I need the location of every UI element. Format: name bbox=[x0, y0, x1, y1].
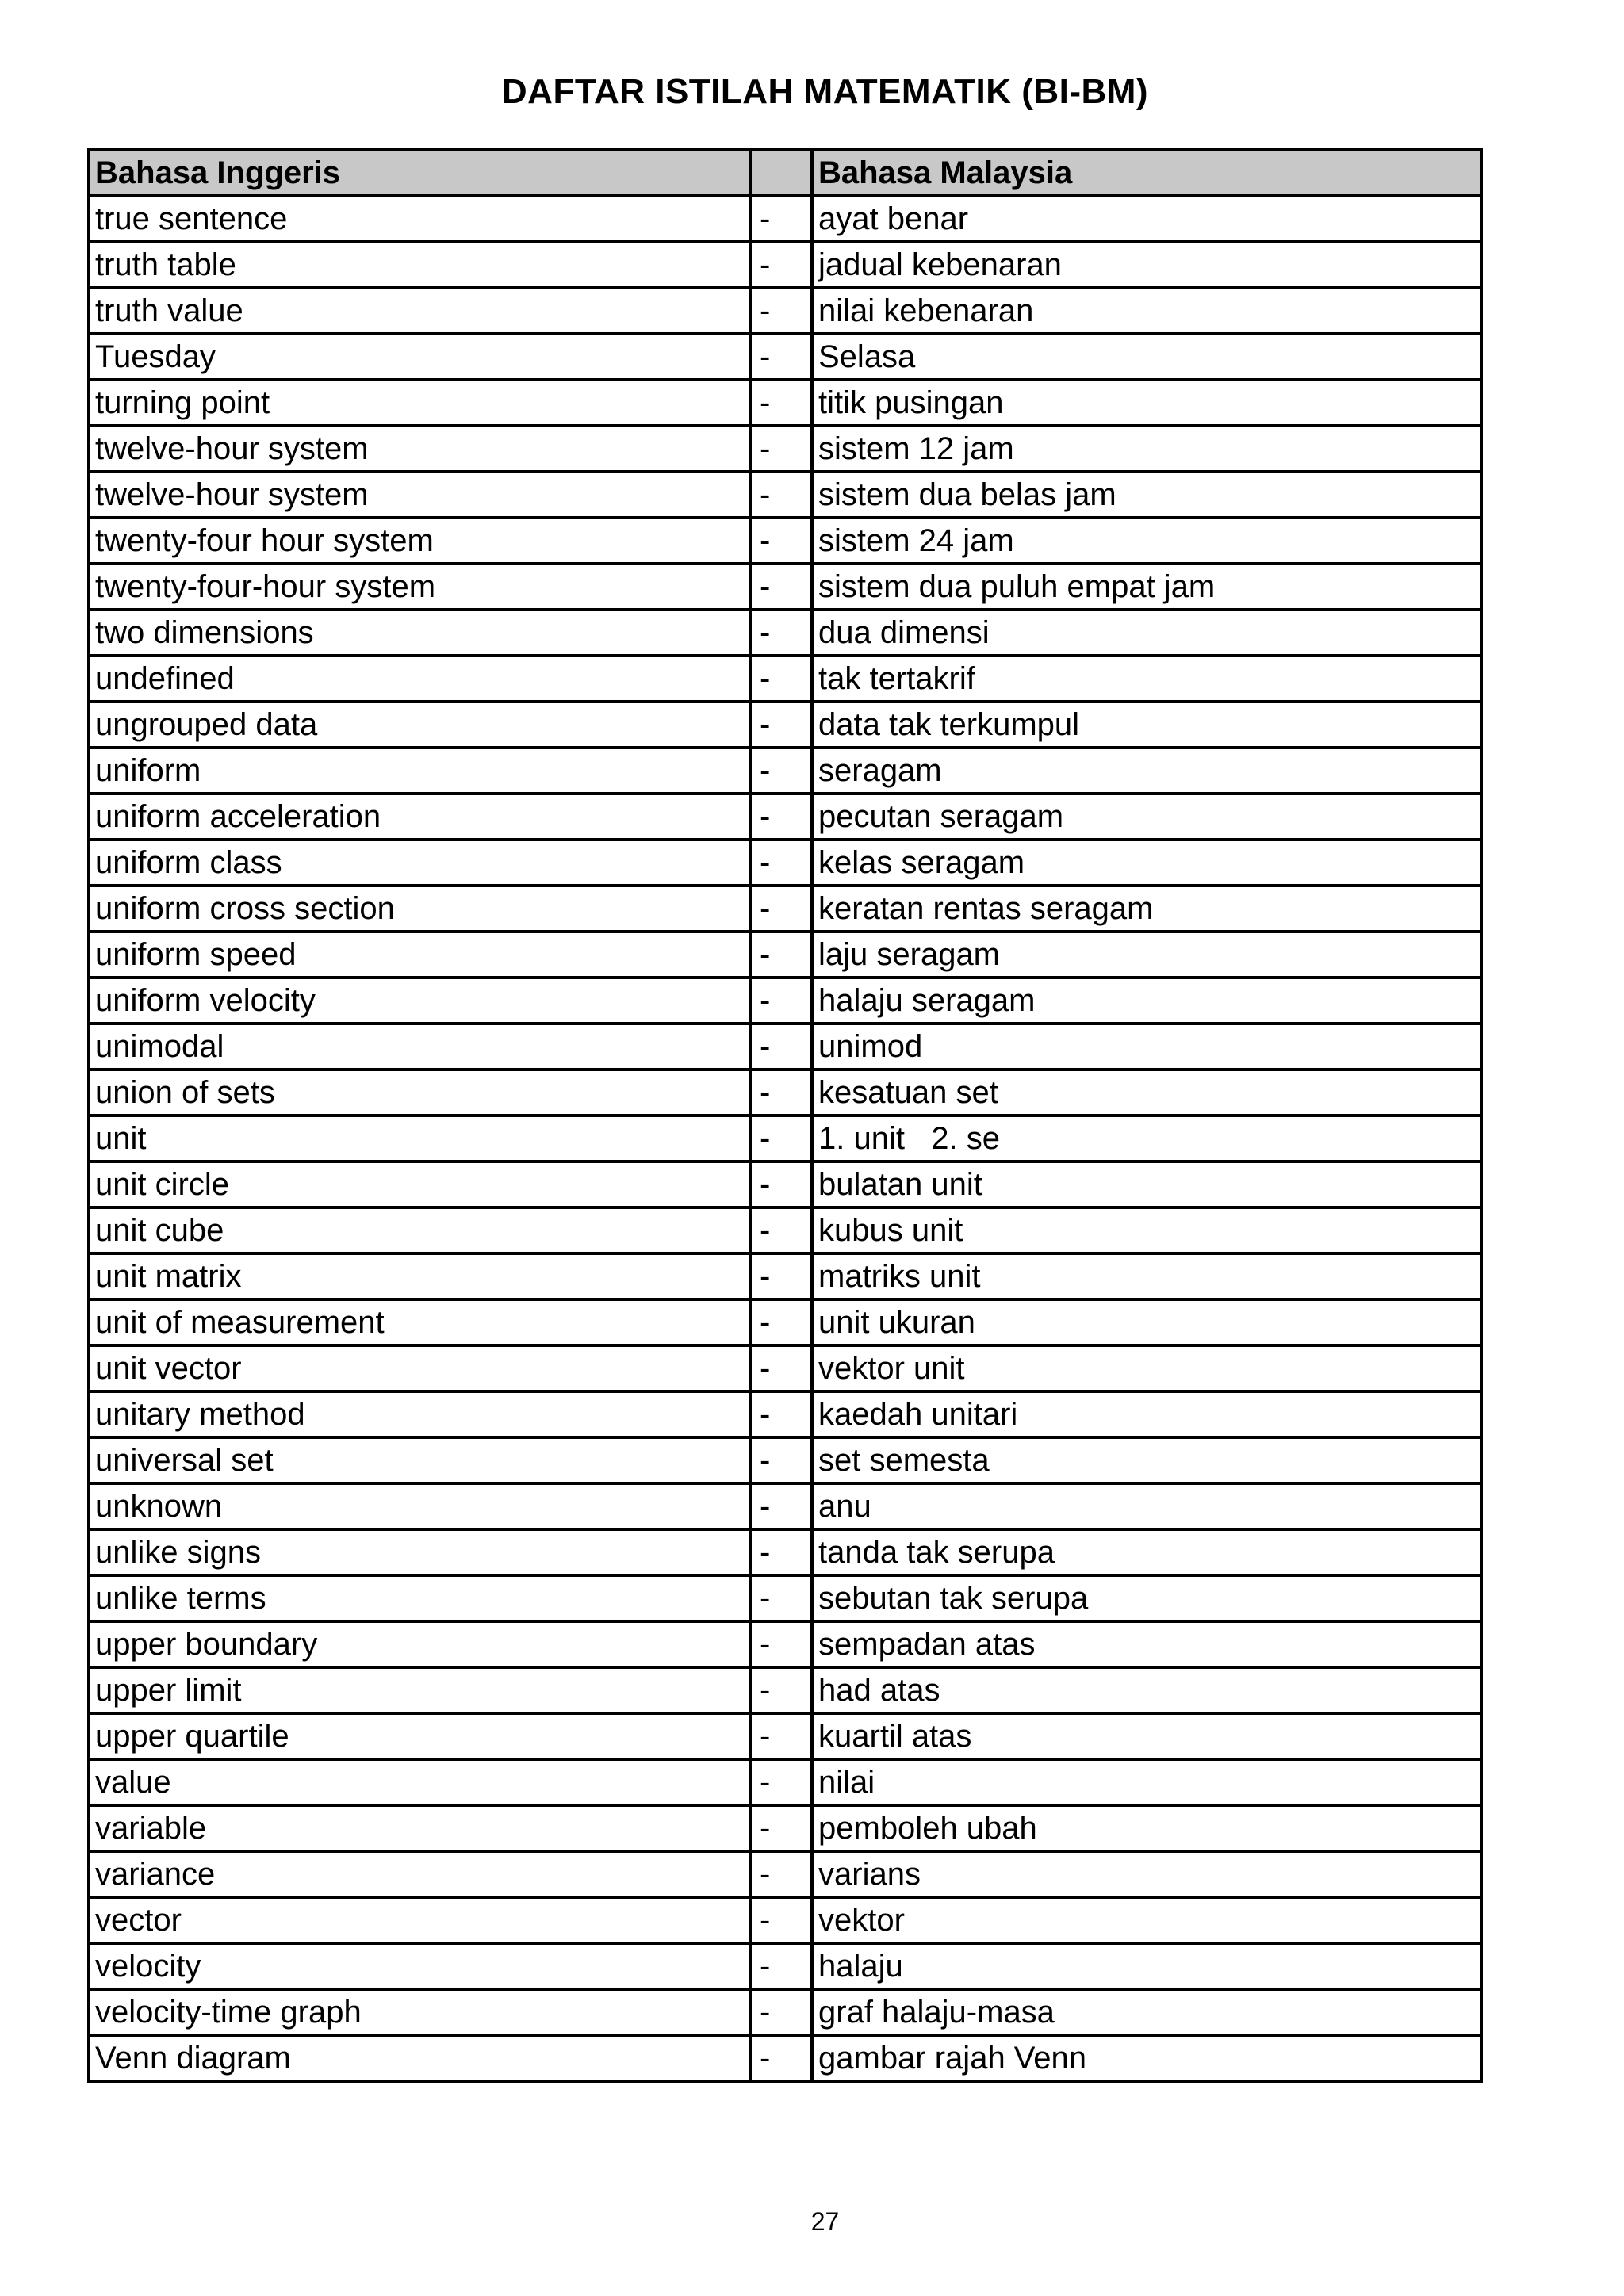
table-row bbox=[89, 472, 1481, 518]
separator-dash: - bbox=[750, 1253, 812, 1299]
separator-dash: - bbox=[750, 1483, 812, 1529]
english-term: upper limit bbox=[89, 1667, 750, 1713]
separator-dash: - bbox=[750, 242, 812, 288]
table-row bbox=[89, 1483, 1481, 1529]
separator-dash: - bbox=[750, 1070, 812, 1115]
malay-term: sistem 12 jam bbox=[812, 426, 1481, 472]
malay-term: unit ukuran bbox=[812, 1299, 1481, 1345]
separator-dash: - bbox=[750, 196, 812, 242]
separator-dash: - bbox=[750, 518, 812, 564]
header-separator bbox=[750, 150, 812, 196]
malay-term: laju seragam bbox=[812, 932, 1481, 978]
malay-term: kesatuan set bbox=[812, 1070, 1481, 1115]
separator-dash: - bbox=[750, 1759, 812, 1805]
english-term: vector bbox=[89, 1897, 750, 1943]
english-term: uniform acceleration bbox=[89, 794, 750, 840]
english-term: variable bbox=[89, 1805, 750, 1851]
table-row bbox=[89, 1575, 1481, 1621]
separator-dash: - bbox=[750, 1529, 812, 1575]
malay-term: sebutan tak serupa bbox=[812, 1575, 1481, 1621]
english-term: unimodal bbox=[89, 1024, 750, 1070]
table-row bbox=[89, 1713, 1481, 1759]
table-row bbox=[89, 1989, 1481, 2035]
table-row bbox=[89, 1529, 1481, 1575]
malay-term: data tak terkumpul bbox=[812, 702, 1481, 748]
malay-term: ayat benar bbox=[812, 196, 1481, 242]
separator-dash: - bbox=[750, 1115, 812, 1161]
english-term: universal set bbox=[89, 1437, 750, 1483]
english-term: twelve-hour system bbox=[89, 426, 750, 472]
english-term: velocity bbox=[89, 1943, 750, 1989]
table-row bbox=[89, 1070, 1481, 1115]
table-row bbox=[89, 1345, 1481, 1391]
malay-term: gambar rajah Venn bbox=[812, 2035, 1481, 2081]
malay-term: matriks unit bbox=[812, 1253, 1481, 1299]
separator-dash: - bbox=[750, 1667, 812, 1713]
table-row bbox=[89, 610, 1481, 656]
english-term: unit matrix bbox=[89, 1253, 750, 1299]
english-term: velocity-time graph bbox=[89, 1989, 750, 2035]
english-term: upper quartile bbox=[89, 1713, 750, 1759]
table-row bbox=[89, 1759, 1481, 1805]
english-term: unit circle bbox=[89, 1161, 750, 1207]
separator-dash: - bbox=[750, 656, 812, 702]
malay-term: nilai bbox=[812, 1759, 1481, 1805]
malay-term: nilai kebenaran bbox=[812, 288, 1481, 334]
english-term: unit of measurement bbox=[89, 1299, 750, 1345]
malay-term: seragam bbox=[812, 748, 1481, 794]
malay-term: pemboleh ubah bbox=[812, 1805, 1481, 1851]
malay-term: tanda tak serupa bbox=[812, 1529, 1481, 1575]
separator-dash: - bbox=[750, 840, 812, 886]
malay-term: dua dimensi bbox=[812, 610, 1481, 656]
table-row bbox=[89, 748, 1481, 794]
separator-dash: - bbox=[750, 1299, 812, 1345]
table-row bbox=[89, 1115, 1481, 1161]
separator-dash: - bbox=[750, 1391, 812, 1437]
malay-term: vektor unit bbox=[812, 1345, 1481, 1391]
glossary-table bbox=[87, 148, 1483, 2083]
english-term: value bbox=[89, 1759, 750, 1805]
malay-term: tak tertakrif bbox=[812, 656, 1481, 702]
table-row bbox=[89, 242, 1481, 288]
table-row bbox=[89, 1391, 1481, 1437]
separator-dash: - bbox=[750, 1207, 812, 1253]
table-row bbox=[89, 1621, 1481, 1667]
separator-dash: - bbox=[750, 564, 812, 610]
separator-dash: - bbox=[750, 1161, 812, 1207]
english-term: uniform class bbox=[89, 840, 750, 886]
english-term: undefined bbox=[89, 656, 750, 702]
malay-term: graf halaju-masa bbox=[812, 1989, 1481, 2035]
english-term: union of sets bbox=[89, 1070, 750, 1115]
table-row bbox=[89, 1805, 1481, 1851]
english-term: Venn diagram bbox=[89, 2035, 750, 2081]
separator-dash: - bbox=[750, 1851, 812, 1897]
separator-dash: - bbox=[750, 1437, 812, 1483]
malay-term: sistem dua belas jam bbox=[812, 472, 1481, 518]
separator-dash: - bbox=[750, 932, 812, 978]
english-term: uniform velocity bbox=[89, 978, 750, 1024]
table-row bbox=[89, 1943, 1481, 1989]
english-term: variance bbox=[89, 1851, 750, 1897]
table-row bbox=[89, 702, 1481, 748]
english-term: uniform bbox=[89, 748, 750, 794]
separator-dash: - bbox=[750, 1024, 812, 1070]
english-term: unlike terms bbox=[89, 1575, 750, 1621]
english-term: unknown bbox=[89, 1483, 750, 1529]
english-term: unit cube bbox=[89, 1207, 750, 1253]
english-term: uniform speed bbox=[89, 932, 750, 978]
separator-dash: - bbox=[750, 472, 812, 518]
english-term: unit vector bbox=[89, 1345, 750, 1391]
table-row bbox=[89, 978, 1481, 1024]
english-term: upper boundary bbox=[89, 1621, 750, 1667]
malay-term: sempadan atas bbox=[812, 1621, 1481, 1667]
malay-term: pecutan seragam bbox=[812, 794, 1481, 840]
header-english: Bahasa Inggeris bbox=[89, 150, 750, 196]
english-term: turning point bbox=[89, 380, 750, 426]
separator-dash: - bbox=[750, 1345, 812, 1391]
malay-term: vektor bbox=[812, 1897, 1481, 1943]
malay-term: anu bbox=[812, 1483, 1481, 1529]
table-row bbox=[89, 380, 1481, 426]
table-row bbox=[89, 564, 1481, 610]
table-row bbox=[89, 1161, 1481, 1207]
malay-term: titik pusingan bbox=[812, 380, 1481, 426]
separator-dash: - bbox=[750, 886, 812, 932]
malay-term: sistem dua puluh empat jam bbox=[812, 564, 1481, 610]
table-row bbox=[89, 1253, 1481, 1299]
malay-term: kuartil atas bbox=[812, 1713, 1481, 1759]
table-row bbox=[89, 932, 1481, 978]
table-row bbox=[89, 794, 1481, 840]
page-title: DAFTAR ISTILAH MATEMATIK (BI-BM) bbox=[501, 72, 1149, 111]
malay-term: varians bbox=[812, 1851, 1481, 1897]
glossary-table-body bbox=[89, 196, 1481, 2081]
malay-term: had atas bbox=[812, 1667, 1481, 1713]
separator-dash: - bbox=[750, 334, 812, 380]
malay-term: halaju seragam bbox=[812, 978, 1481, 1024]
separator-dash: - bbox=[750, 426, 812, 472]
separator-dash: - bbox=[750, 610, 812, 656]
malay-term: keratan rentas seragam bbox=[812, 886, 1481, 932]
malay-term: sistem 24 jam bbox=[812, 518, 1481, 564]
separator-dash: - bbox=[750, 1897, 812, 1943]
separator-dash: - bbox=[750, 288, 812, 334]
header-row bbox=[89, 150, 1481, 196]
malay-term: Selasa bbox=[812, 334, 1481, 380]
separator-dash: - bbox=[750, 1575, 812, 1621]
english-term: ungrouped data bbox=[89, 702, 750, 748]
malay-term: set semesta bbox=[812, 1437, 1481, 1483]
separator-dash: - bbox=[750, 978, 812, 1024]
glossary-table-header bbox=[89, 150, 1481, 196]
table-row bbox=[89, 656, 1481, 702]
table-row bbox=[89, 288, 1481, 334]
separator-dash: - bbox=[750, 794, 812, 840]
separator-dash: - bbox=[750, 748, 812, 794]
english-term: uniform cross section bbox=[89, 886, 750, 932]
malay-term: kelas seragam bbox=[812, 840, 1481, 886]
malay-term: bulatan unit bbox=[812, 1161, 1481, 1207]
english-term: true sentence bbox=[89, 196, 750, 242]
page-number: 27 bbox=[810, 2207, 840, 2236]
table-row bbox=[89, 334, 1481, 380]
table-row bbox=[89, 426, 1481, 472]
table-row bbox=[89, 886, 1481, 932]
separator-dash: - bbox=[750, 1805, 812, 1851]
english-term: twenty-four hour system bbox=[89, 518, 750, 564]
english-term: twelve-hour system bbox=[89, 472, 750, 518]
malay-term: kaedah unitari bbox=[812, 1391, 1481, 1437]
table-row bbox=[89, 518, 1481, 564]
separator-dash: - bbox=[750, 1989, 812, 2035]
english-term: unitary method bbox=[89, 1391, 750, 1437]
separator-dash: - bbox=[750, 1943, 812, 1989]
malay-term: 1. unit 2. se bbox=[812, 1115, 1481, 1161]
english-term: truth value bbox=[89, 288, 750, 334]
table-row bbox=[89, 840, 1481, 886]
table-row bbox=[89, 1299, 1481, 1345]
english-term: unit bbox=[89, 1115, 750, 1161]
table-row bbox=[89, 1897, 1481, 1943]
malay-term: unimod bbox=[812, 1024, 1481, 1070]
table-row bbox=[89, 2035, 1481, 2081]
table-row bbox=[89, 1207, 1481, 1253]
table-row bbox=[89, 1024, 1481, 1070]
table-row bbox=[89, 1437, 1481, 1483]
separator-dash: - bbox=[750, 380, 812, 426]
malay-term: kubus unit bbox=[812, 1207, 1481, 1253]
malay-term: halaju bbox=[812, 1943, 1481, 1989]
header-malay: Bahasa Malaysia bbox=[812, 150, 1481, 196]
english-term: Tuesday bbox=[89, 334, 750, 380]
table-row bbox=[89, 1667, 1481, 1713]
english-term: truth table bbox=[89, 242, 750, 288]
separator-dash: - bbox=[750, 1713, 812, 1759]
separator-dash: - bbox=[750, 702, 812, 748]
separator-dash: - bbox=[750, 1621, 812, 1667]
english-term: unlike signs bbox=[89, 1529, 750, 1575]
english-term: two dimensions bbox=[89, 610, 750, 656]
table-row bbox=[89, 1851, 1481, 1897]
table-row bbox=[89, 196, 1481, 242]
malay-term: jadual kebenaran bbox=[812, 242, 1481, 288]
separator-dash: - bbox=[750, 2035, 812, 2081]
english-term: twenty-four-hour system bbox=[89, 564, 750, 610]
